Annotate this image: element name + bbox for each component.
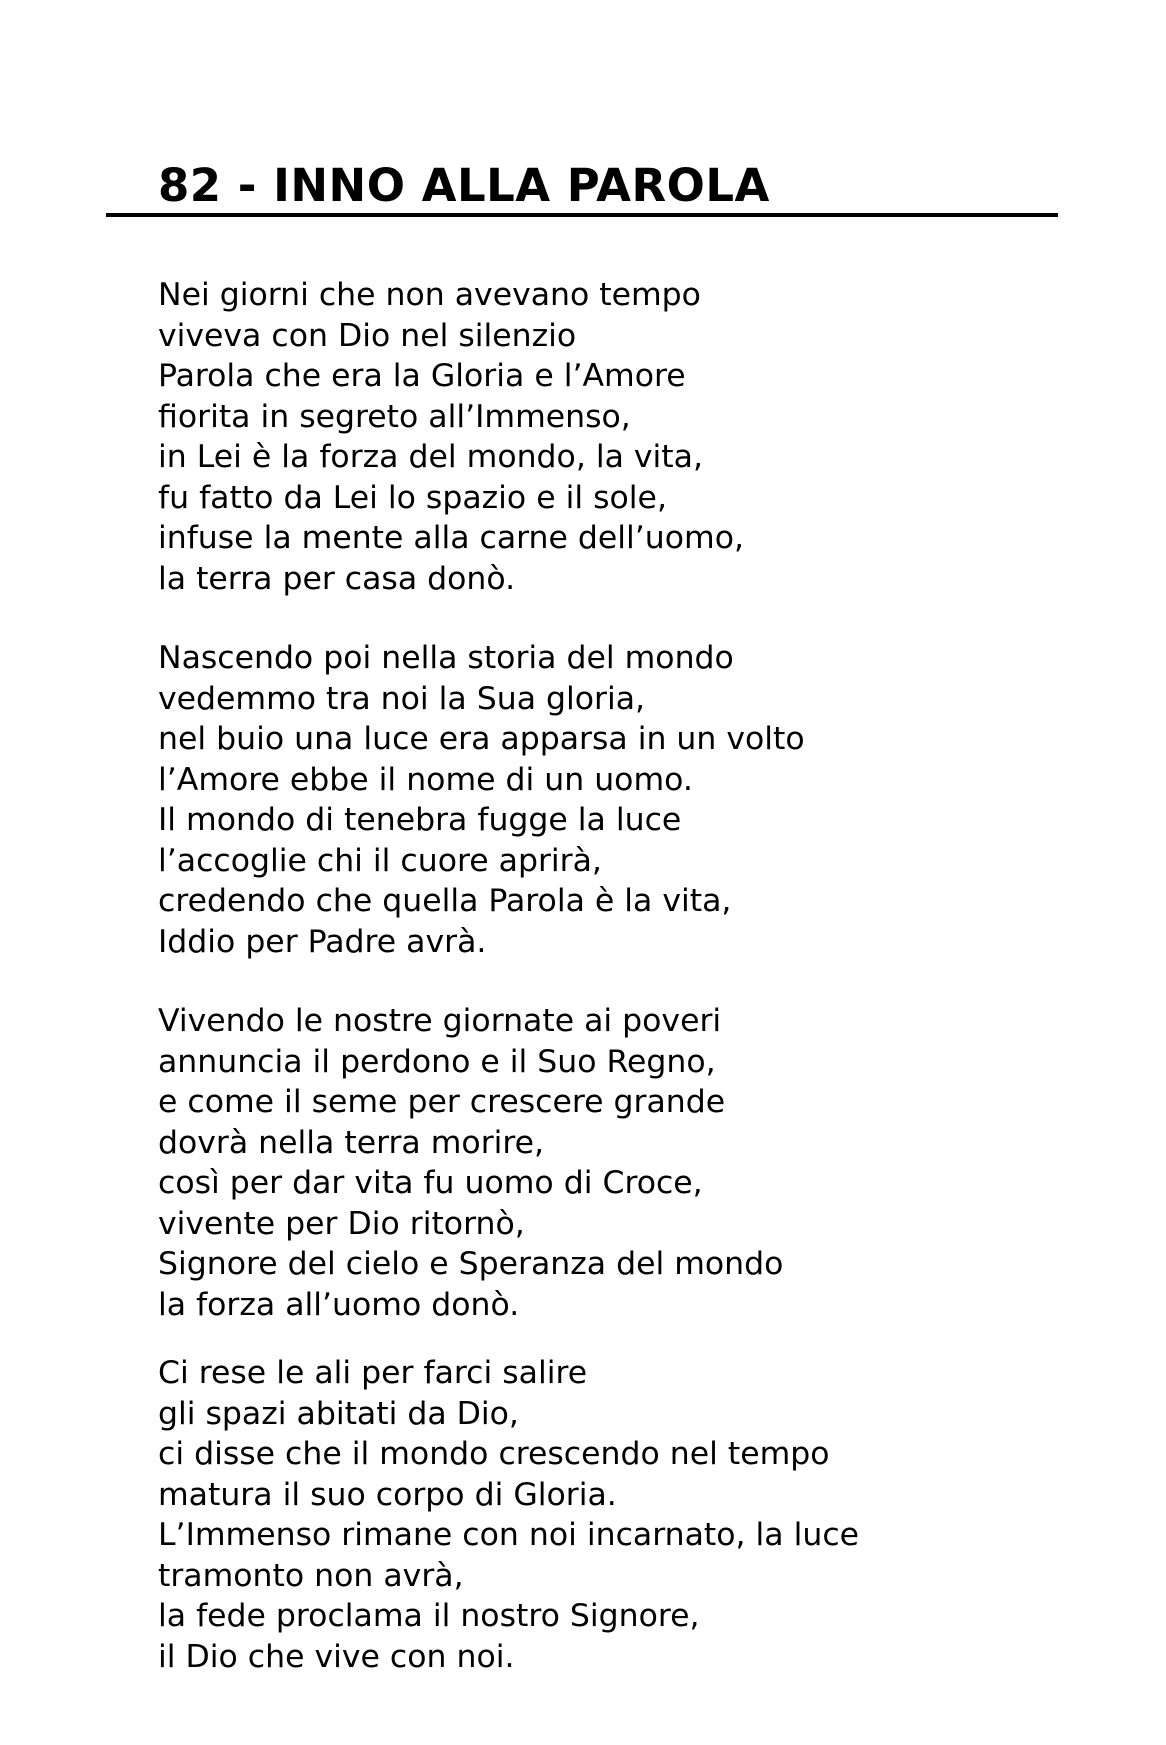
- verse-line: così per dar vita fu uomo di Croce,: [158, 1165, 703, 1201]
- verse-line: Ci rese le ali per farci salire: [158, 1355, 588, 1391]
- verse-line: fiorita in segreto all’Immenso,: [158, 398, 631, 435]
- stanza-4: [158, 1353, 859, 1677]
- verse-line: Signore del cielo e Speranza del mondo: [158, 1246, 784, 1282]
- verse-line: l’Amore ebbe il nome di un uomo.: [158, 761, 693, 798]
- verse-line: annuncia il perdono e il Suo Regno,: [158, 1043, 716, 1080]
- verse-line: credendo che quella Parola è la vita,: [158, 883, 732, 919]
- verse-line: la terra per casa donò.: [158, 560, 516, 597]
- verse-line: Il mondo di tenebra fugge la luce: [158, 802, 682, 838]
- verse-line: L’Immenso rimane con noi incarnato, la luce: [158, 1517, 860, 1553]
- title-divider: [106, 213, 1058, 217]
- verse-line: infuse la mente alla carne dell’uomo,: [158, 520, 745, 556]
- page-title: 82 - INNO ALLA PAROLA: [158, 159, 770, 212]
- verse-line: la forza all’uomo donò.: [158, 1286, 520, 1323]
- stanza-3: [158, 1001, 783, 1325]
- verse-line: Parola che era la Gloria e l’Amore: [158, 358, 686, 394]
- verse-line: Vivendo le nostre giornate ai poveri: [158, 1003, 722, 1039]
- verse-line: la fede proclama il nostro Signore,: [158, 1598, 700, 1634]
- verse-line: il Dio che vive con noi.: [158, 1638, 515, 1675]
- stanza-2: [158, 638, 805, 962]
- verse-line: Nascendo poi nella storia del mondo: [158, 640, 734, 676]
- verse-line: l’accoglie chi il cuore aprirà,: [158, 842, 602, 879]
- verse-line: ci disse che il mondo crescendo nel tempo: [158, 1436, 830, 1472]
- verse-line: vedemmo tra noi la Sua gloria,: [158, 680, 646, 717]
- verse-line: fu fatto da Lei lo spazio e il sole,: [158, 479, 667, 516]
- verse-line: viveva con Dio nel silenzio: [158, 317, 577, 354]
- stanza-1: [158, 275, 744, 599]
- verse-line: in Lei è la forza del mondo, la vita,: [158, 439, 703, 475]
- verse-line: dovrà nella terra morire,: [158, 1124, 545, 1161]
- verse-line: gli spazi abitati da Dio,: [158, 1395, 519, 1432]
- verse-line: nel buio una luce era apparsa in un volto: [158, 721, 805, 757]
- verse-line: tramonto non avrà,: [158, 1557, 464, 1594]
- verse-line: matura il suo corpo di Gloria.: [158, 1476, 617, 1513]
- verse-line: e come il seme per crescere grande: [158, 1084, 726, 1120]
- verse-line: Nei giorni che non avevano tempo: [158, 277, 701, 313]
- verse-line: Iddio per Padre avrà.: [158, 923, 487, 960]
- verse-line: vivente per Dio ritornò,: [158, 1205, 525, 1242]
